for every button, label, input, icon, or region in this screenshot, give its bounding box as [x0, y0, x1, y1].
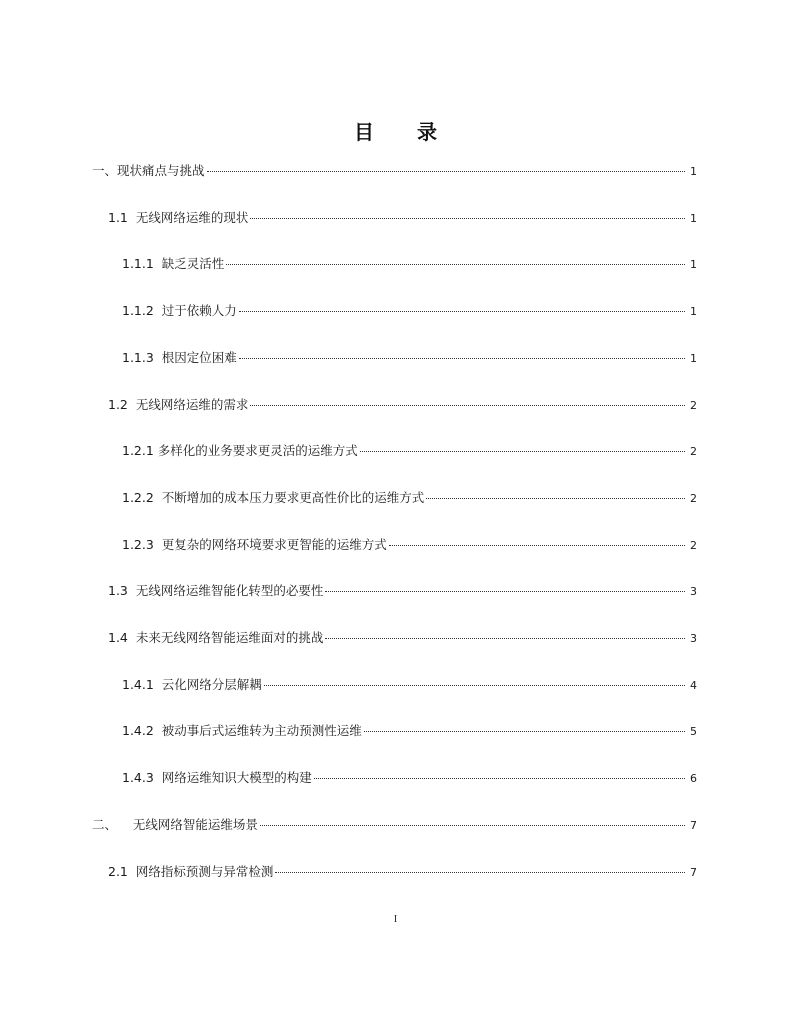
toc-entry-text: 未来无线网络智能运维面对的挑战	[135, 630, 324, 645]
toc-entry-page: 2	[690, 445, 697, 458]
toc-entry-number: 1.3	[108, 583, 136, 598]
toc-entry-page: 1	[690, 165, 697, 178]
toc-entry-number: 1.1.1	[122, 256, 162, 271]
toc-entry-text: 无线网络智能运维场景	[132, 817, 258, 832]
toc-dot-leader	[364, 731, 685, 732]
page-number-footer: I	[393, 914, 398, 925]
toc-entry-text: 无线网络运维的现状	[135, 210, 249, 225]
toc-entry-page: 6	[690, 772, 697, 785]
toc-dot-leader	[426, 498, 685, 499]
toc-entry[interactable]	[122, 676, 697, 694]
toc-dot-leader	[314, 778, 685, 779]
toc-dot-leader	[239, 311, 685, 312]
toc-entry-page: 1	[690, 212, 697, 225]
toc-entry-page: 2	[690, 539, 697, 552]
toc-dot-leader	[275, 872, 685, 873]
toc-dot-leader	[207, 171, 685, 172]
toc-entry-number: 1.4.2	[122, 723, 162, 738]
toc-entry-page: 1	[690, 352, 697, 365]
toc-entry-number: 二、	[92, 817, 133, 832]
toc-entry-page: 5	[690, 725, 697, 738]
toc-dot-leader	[239, 358, 685, 359]
toc-entry[interactable]	[122, 349, 697, 367]
toc-dot-leader	[325, 638, 685, 639]
toc-dot-leader	[260, 825, 685, 826]
toc-entry-page: 1	[690, 258, 697, 271]
toc-entry-number: 1.4	[108, 630, 136, 645]
toc-dot-leader	[226, 264, 685, 265]
toc-entry-text: 被动事后式运维转为主动预测性运维	[161, 723, 362, 738]
toc-entry[interactable]	[122, 769, 697, 787]
toc-title: 目 录	[354, 120, 455, 144]
toc-entry-text: 网络运维知识大模型的构建	[161, 770, 312, 785]
toc-entry-page: 1	[690, 305, 697, 318]
toc-entry-page: 7	[690, 819, 697, 832]
toc-dot-leader	[360, 451, 685, 452]
toc-entry-number: 1.1.3	[122, 350, 162, 365]
toc-entry-text: 更复杂的网络环境要求更智能的运维方式	[161, 537, 387, 552]
toc-entry-number: 2.1	[108, 864, 136, 879]
toc-entry-page: 2	[690, 492, 697, 505]
toc-dot-leader	[389, 545, 685, 546]
toc-entry-text: 无线网络运维智能化转型的必要性	[135, 583, 324, 598]
toc-entry-page: 2	[690, 399, 697, 412]
toc-entry[interactable]	[108, 582, 697, 600]
toc-entry[interactable]	[122, 302, 697, 320]
toc-entry[interactable]	[122, 489, 697, 507]
toc-entry-number: 1.4.3	[122, 770, 162, 785]
toc-dot-leader	[325, 591, 685, 592]
toc-entry-text: 现状痛点与挑战	[117, 163, 205, 178]
toc-entry[interactable]	[122, 255, 697, 273]
toc-entry-number: 1.2.2	[122, 490, 162, 505]
toc-entry-text: 云化网络分层解耦	[161, 677, 262, 692]
toc-entry[interactable]	[108, 629, 697, 647]
toc-entry-text: 缺乏灵活性	[161, 256, 225, 271]
toc-entry-text: 过于依赖人力	[161, 303, 237, 318]
toc-entry-number: 1.2.3	[122, 537, 162, 552]
toc-entry[interactable]	[108, 209, 697, 227]
toc-entry-number: 1.4.1	[122, 677, 162, 692]
toc-entry[interactable]	[108, 396, 697, 414]
toc-dot-leader	[264, 685, 685, 686]
toc-entry[interactable]	[122, 442, 697, 460]
toc-entry-number: 1.1.2	[122, 303, 162, 318]
toc-entry-text: 无线网络运维的需求	[135, 397, 249, 412]
toc-entry[interactable]	[122, 722, 697, 740]
toc-entry-number: 1.2	[108, 397, 136, 412]
toc-dot-leader	[250, 405, 685, 406]
toc-entry-text: 不断增加的成本压力要求更高性价比的运维方式	[161, 490, 425, 505]
toc-entry[interactable]	[108, 863, 697, 881]
toc-entry[interactable]	[92, 816, 697, 834]
toc-entry-text: 根因定位困难	[161, 350, 237, 365]
toc-entry[interactable]	[92, 162, 697, 180]
toc-entry-text: 网络指标预测与异常检测	[135, 864, 274, 879]
toc-entry-page: 4	[690, 679, 697, 692]
toc-entry-page: 7	[690, 866, 697, 879]
toc-entry-page: 3	[690, 585, 697, 598]
toc-entry-number: 1.1	[108, 210, 136, 225]
toc-entry-number: 1.2.1	[122, 443, 158, 458]
toc-entry-text: 多样化的业务要求更灵活的运维方式	[157, 443, 358, 458]
toc-entry[interactable]	[122, 536, 697, 554]
toc-dot-leader	[250, 218, 685, 219]
toc-entry-number: 一、	[92, 163, 118, 178]
toc-entry-page: 3	[690, 632, 697, 645]
